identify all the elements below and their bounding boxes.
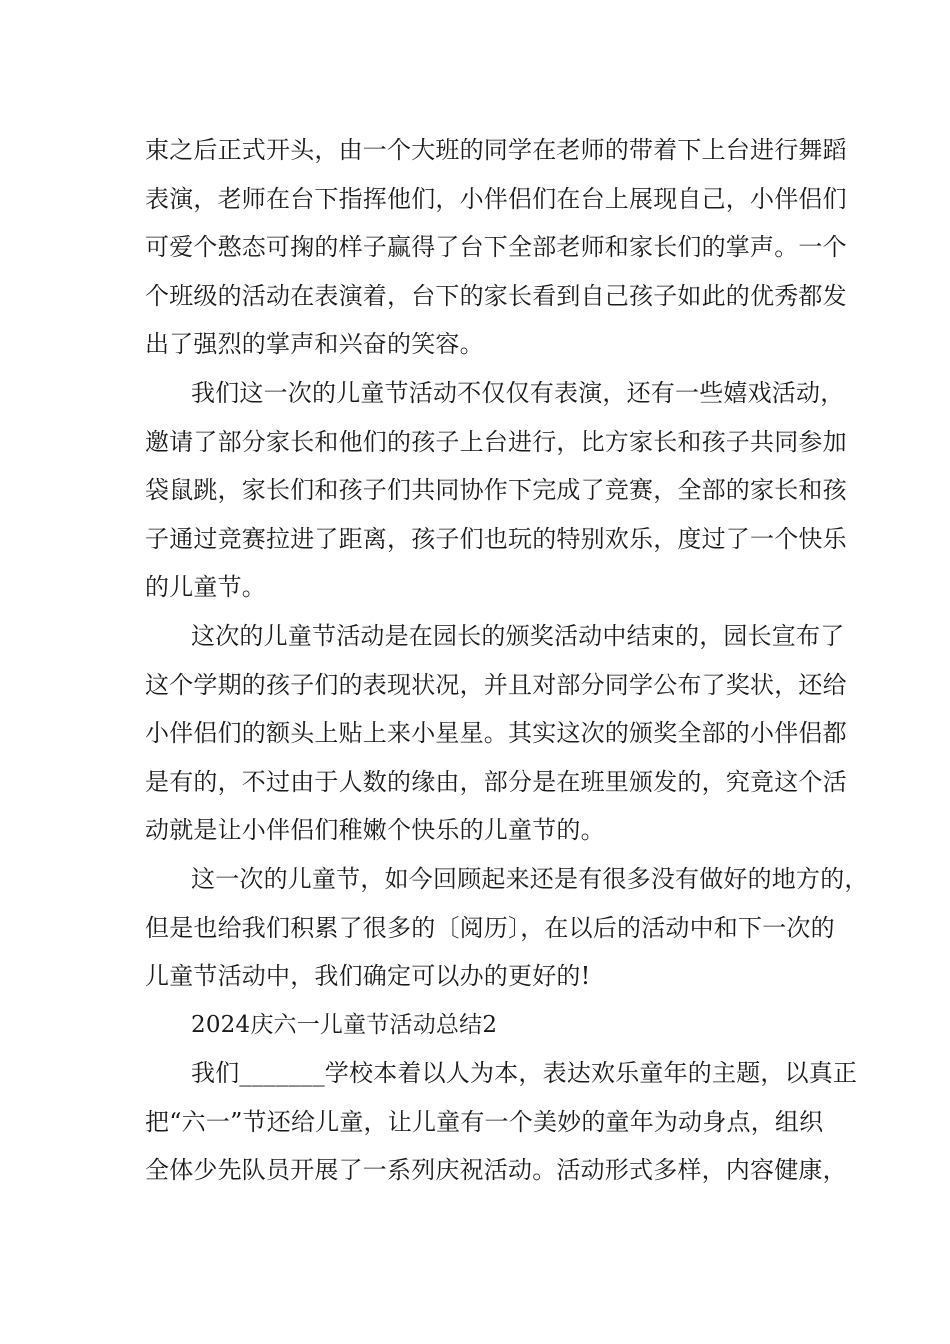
paragraph-first-line: 我们这一次的儿童节活动不仅仅有表演，还有一些嬉戏活动， <box>191 378 845 407</box>
text-line: 可爱个憨态可掬的样子赢得了台下全部老师和家长们的掌声。一个 <box>145 233 847 262</box>
paragraph-first-line: 这次的儿童节活动是在园长的颁奖活动中结束的，园长宣布了 <box>191 621 845 650</box>
text-line: 袋鼠跳，家长们和孩子们共同协作下完成了竞赛，全部的家长和孩 <box>145 476 847 505</box>
text-line: 子通过竞赛拉进了距离，孩子们也玩的特别欢乐，度过了一个快乐 <box>145 524 847 553</box>
section-heading: 2024庆六一儿童节活动总结2 <box>191 1011 498 1038</box>
text-line: 小伴侣们的额头上贴上来小星星。其实这次的颁奖全部的小伴侣都 <box>145 719 847 748</box>
text-line: 是有的，不过由于人数的缘由，部分是在班里颁发的，究竟这个活 <box>145 767 847 796</box>
text-line: 动就是让小伴侣们稚嫩个快乐的儿童节的。 <box>145 816 605 845</box>
paragraph-first-line: 这一次的儿童节，如今回顾起来还是有很多没有做好的地方的， <box>191 864 869 893</box>
text-line: 束之后正式开头，由一个大班的同学在老师的带着下上台进行舞蹈 <box>145 136 847 164</box>
text-line: 但是也给我们积累了很多的〔阅历〕，在以后的活动中和下一次的 <box>145 913 835 942</box>
document-body <box>145 126 869 1195</box>
paragraph-first-line: 我们_______学校本着以人为本，表达欢乐童年的主题，以真正 <box>191 1059 858 1088</box>
text-line: 的儿童节。 <box>145 573 266 602</box>
text-line: 表演，老师在台下指挥他们，小伴侣们在台上展现自己，小伴侣们 <box>145 184 847 213</box>
text-line: 个班级的活动在表演着，台下的家长看到自己孩子如此的优秀都发 <box>145 281 847 310</box>
text-line: 出了强烈的掌声和兴奋的笑容。 <box>145 330 484 359</box>
text-line: 把“六一”节还给儿童，让儿童有一个美妙的童年为动身点，组织 <box>145 1107 824 1136</box>
text-line: 儿童节活动中，我们确定可以办的更好的! <box>145 962 591 991</box>
text-line: 邀请了部分家长和他们的孩子上台进行，比方家长和孩子共同参加 <box>145 427 847 456</box>
text-line: 这个学期的孩子们的表现状况，并且对部分同学公布了奖状，还给 <box>145 670 847 699</box>
text-line: 全体少先队员开展了一系列庆祝活动。活动形式多样，内容健康， <box>145 1156 847 1185</box>
